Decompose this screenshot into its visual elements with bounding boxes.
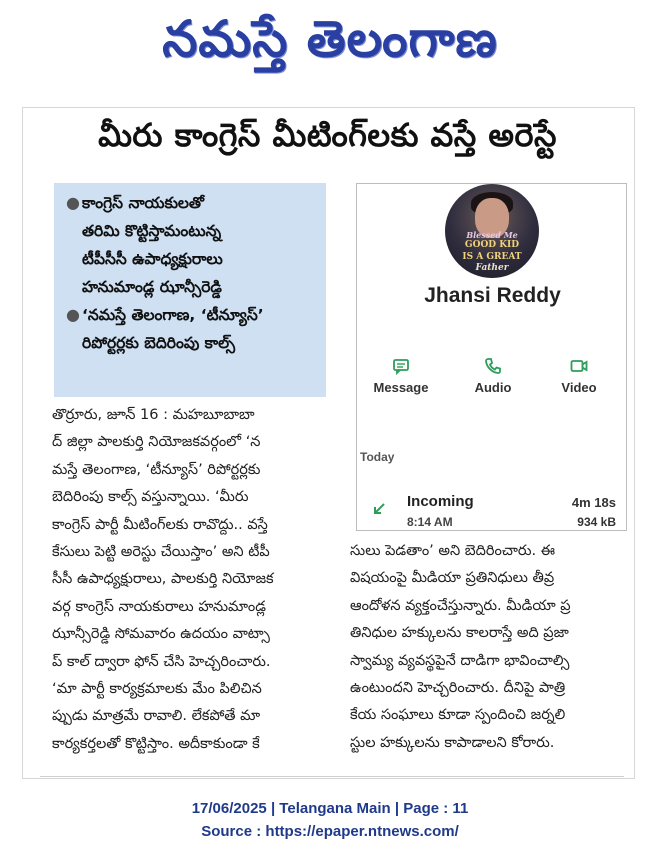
highlights-box <box>54 183 326 397</box>
bullet-icon: ● <box>66 193 80 212</box>
article-line: మస్తే తెలంగాణ, ‘టీన్యూస్’ రిపోర్టర్లకు <box>52 461 261 478</box>
article-line: ఆందోళన వ్యక్తంచేస్తున్నారు. మీడియా ప్ర <box>350 597 571 614</box>
contact-avatar <box>445 184 539 278</box>
video-label: Video <box>561 380 597 395</box>
masthead-logo-text: నమస్తే తెలంగాణ <box>162 9 498 68</box>
article-line: స్వామ్య వ్యవస్థపైనే దాడిగా భావించాల్సి <box>350 652 570 669</box>
article-line: సులు పెడతాం’ అని బెదిరించారు. ఈ <box>350 543 556 559</box>
audio-label: Audio <box>474 380 512 395</box>
article-line: కేయ సంఘాలు కూడా స్పందించి జర్నలి <box>350 707 566 724</box>
article-line: ప్పుడు మాత్రమే రావాలి. లేకపోతే మా <box>52 708 261 725</box>
highlight-line: కాంగ్రెస్ నాయకులతో <box>82 194 205 212</box>
audio-call-button[interactable] <box>453 356 533 395</box>
article-line: బెదిరింపు కాల్స్ వస్తున్నాయి. ‘మీరు <box>52 489 249 506</box>
article-line: తినిధుల హక్కులను కాలరాస్తే అది ప్రజా <box>350 625 569 642</box>
video-call-button[interactable] <box>539 356 619 395</box>
article-line: విషయంపై మీడియా ప్రతినిధులు తీవ్ర <box>350 570 555 587</box>
footer-source: Source : https://epaper.ntnews.com/ <box>201 823 459 840</box>
call-log-screenshot <box>356 183 627 531</box>
avatar-caption: IS A GREAT <box>462 252 522 262</box>
call-duration: 4m 18s <box>571 495 616 510</box>
call-log-entry[interactable] <box>357 489 628 529</box>
highlight-line: ‘నమస్తే తెలంగాణ, ‘టీన్యూస్’ <box>82 306 264 324</box>
article-column-left <box>52 402 335 758</box>
call-time: 8:14 AM <box>407 515 453 529</box>
article-line: సీసీ ఉపాధ్యక్షురాలు, పాలకుర్తి నియోజక <box>52 571 274 588</box>
contact-name: Jhansi Reddy <box>424 284 561 307</box>
bullet-icon: ● <box>66 305 80 324</box>
article-line: కార్యకర్తలతో కొట్టిస్తాం. అదీకాకుండా కే <box>52 735 260 752</box>
article-line: కేసులు పెట్టి అరెస్టు చేయిస్తాం’ అని టీపీ <box>52 544 270 561</box>
highlight-line: టీపీసీసీ ఉపాధ్యక్షురాలు <box>82 250 223 268</box>
highlight-line: రిపోర్టర్లకు బెదిరింపు కాల్స్ <box>82 334 236 352</box>
phone-icon <box>483 356 503 376</box>
call-type: Incoming <box>407 493 474 510</box>
message-button[interactable] <box>361 356 441 395</box>
call-data-size: 934 kB <box>577 515 616 529</box>
article-line: స్టుల హక్కులను కాపాడాలని కోరారు. <box>350 734 555 751</box>
video-icon <box>569 356 589 376</box>
article-line: ప్ కాల్ ద్వారా ఫోన్ చేసి హెచ్చరించారు. <box>52 653 271 670</box>
article-line: వర్గ కాంగ్రెస్ నాయకురాలు హనుమాండ్ల <box>52 598 266 615</box>
highlight-line: హనుమాండ్ల ఝాన్సీరెడ్డి <box>82 278 222 296</box>
day-label: Today <box>360 450 395 464</box>
footer-date-page: 17/06/2025 | Telangana Main | Page : 11 <box>191 800 469 817</box>
avatar-caption: Blessed Me <box>466 230 518 240</box>
headline: మీరు కాంగ్రెస్ మీటింగ్‌లకు వస్తే అరెస్టే <box>98 116 557 154</box>
bottom-divider <box>40 776 624 777</box>
article-line: ‘మా పార్టీ కార్యక్రమాలకు మేం పిలిచిన <box>52 681 262 698</box>
highlight-item <box>64 189 316 301</box>
incoming-call-icon <box>371 501 387 517</box>
avatar-caption: GOOD KID <box>464 240 520 250</box>
message-label: Message <box>373 380 429 395</box>
article-line: తొర్రూరు, జూన్ 16 : మహబూబాబా <box>52 407 255 423</box>
article-line: ఝాన్సీరెడ్డి సోమవారం ఉదయం వాట్సా <box>52 626 270 643</box>
highlight-item <box>64 301 316 357</box>
message-icon <box>391 356 411 376</box>
article-column-right <box>350 538 628 757</box>
article-line: ద్ జిల్లా పాలకుర్తి నియోజకవర్గంలో ‘న <box>52 434 261 451</box>
article-line: కాంగ్రెస్ పార్టీ మీటింగ్‌లకు రావొద్దు.. వస్తే <box>52 516 268 533</box>
masthead-logo <box>0 6 660 84</box>
highlight-line: తరిమి కొట్టిస్తామంటున్న <box>82 222 222 240</box>
article-line: ఉంటుందని హెచ్చరించారు. దీనిపై పాత్రి <box>350 680 566 697</box>
avatar-caption: Father <box>475 263 509 273</box>
